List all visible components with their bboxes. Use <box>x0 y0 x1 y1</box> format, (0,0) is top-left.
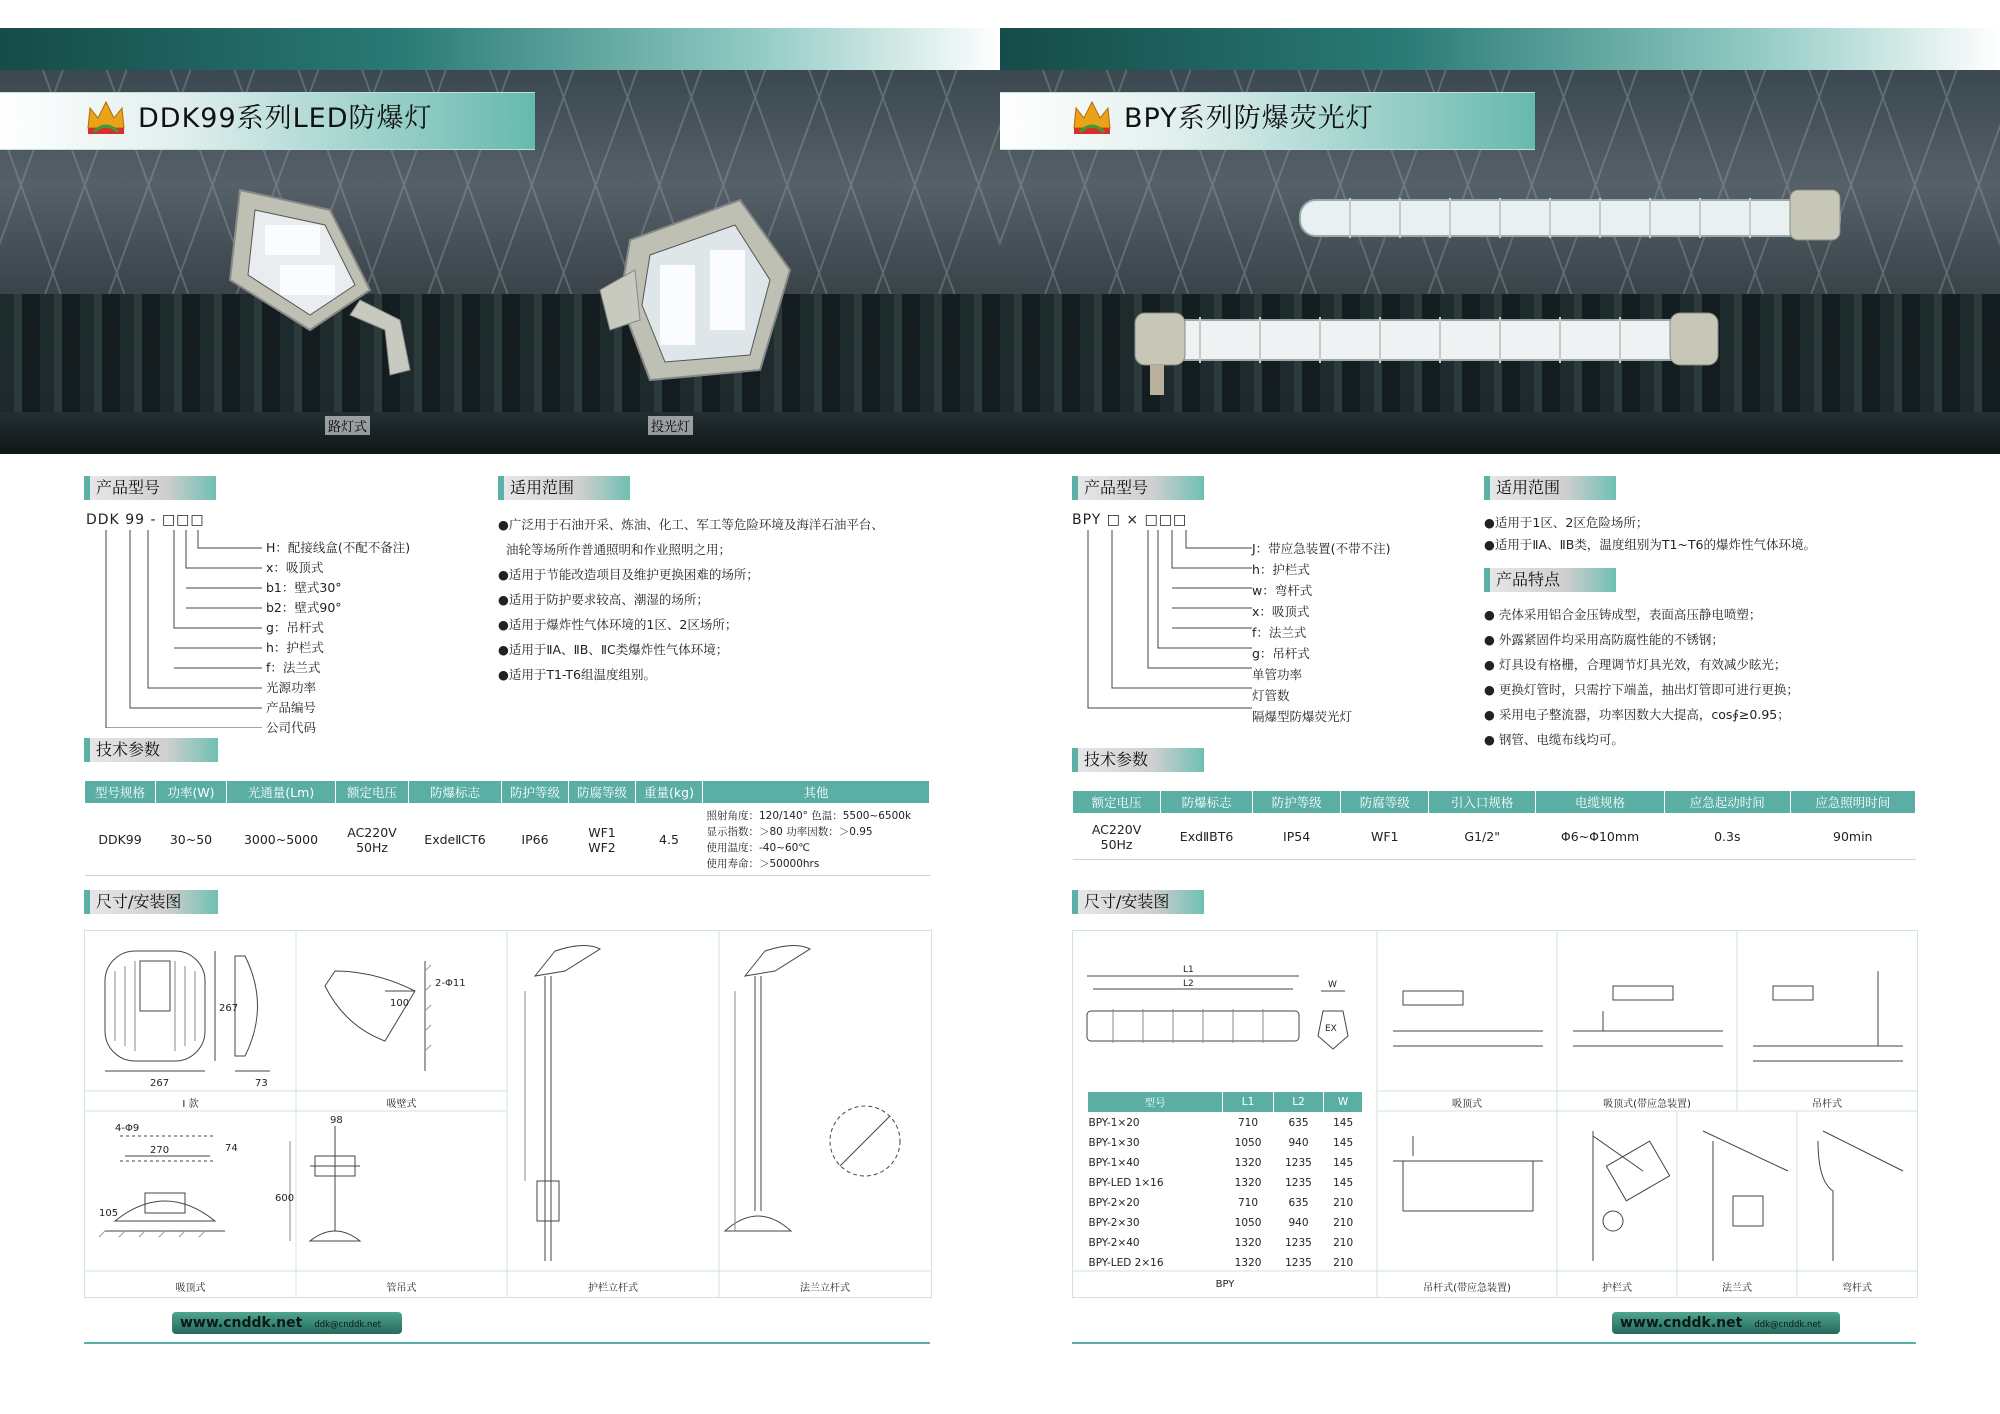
size-header: L1 <box>1223 1092 1273 1113</box>
size-cell: 210 <box>1333 1196 1354 1209</box>
table-header: 额定电压 <box>336 781 409 804</box>
dim-label: 267 <box>219 1003 239 1014</box>
right-tech-heading: 技术参数 <box>1072 748 1204 772</box>
feature-item: ● 外露紧固件均采用高防腐性能的不锈钢； <box>1484 632 1724 647</box>
right-model-heading: 产品型号 <box>1072 476 1204 500</box>
scope-item: ●适用于1区、2区危险场所； <box>1484 515 1649 530</box>
left-footer-line <box>84 1342 930 1344</box>
scope-item: ●适用于T1-T6组温度组别。 <box>498 667 656 682</box>
model-item: 单管功率 <box>1252 667 1303 682</box>
fluorescent-light-image-bottom <box>1130 305 1720 405</box>
left-website-badge[interactable] <box>172 1312 402 1334</box>
table-header: 其他 <box>703 781 930 804</box>
size-cell: 1320 <box>1234 1176 1262 1189</box>
table-cell: 90min <box>1790 814 1916 860</box>
feature-item: ● 灯具设有格栅，合理调节灯具光效，有效减少眩光； <box>1484 657 1787 672</box>
dim-label: 270 <box>150 1145 170 1156</box>
size-cell: 1320 <box>1234 1156 1262 1169</box>
table-header: 光通量(Lm) <box>227 781 336 804</box>
right-scope-list <box>1484 512 1816 556</box>
size-cell: BPY-2×40 <box>1088 1236 1140 1249</box>
dim-label: EX <box>1325 1024 1337 1034</box>
dim-caption: 吸顶式(带应急装置) <box>1603 1099 1691 1110</box>
scope-item: ●适用于节能改造项目及维护更换困难的场所； <box>498 567 759 582</box>
table-header: 额定电压 <box>1073 791 1161 814</box>
model-item: w：弯杆式 <box>1252 583 1313 598</box>
table-header: 重量(kg) <box>636 781 703 804</box>
size-cell: BPY-1×30 <box>1088 1136 1140 1149</box>
size-header: 型号 <box>1088 1092 1223 1113</box>
model-item: 公司代码 <box>266 720 317 735</box>
right-spec-table <box>1072 790 1916 860</box>
dim-label: L1 <box>1183 965 1194 975</box>
dim-label: 73 <box>255 1078 268 1089</box>
model-item: f：法兰式 <box>1252 625 1307 640</box>
right-dimension-panel <box>1072 930 1918 1298</box>
model-item: x：吸顶式 <box>266 560 324 575</box>
other-line: 照射角度：120/140° 色温：5500~6500k <box>706 809 912 822</box>
dim-label: 267 <box>150 1078 170 1089</box>
feature-item: ● 更换灯管时，只需拧下端盖，抽出灯管即可进行更换； <box>1484 682 1799 697</box>
fluorescent-light-image-top <box>1290 180 1850 260</box>
table-header: 防爆标志 <box>409 781 502 804</box>
scope-item: ●适用于ⅡA、ⅡB类，温度组别为T1~T6的爆炸性气体环境。 <box>1484 537 1816 552</box>
dim-caption: 法兰式 <box>1722 1283 1752 1294</box>
other-line: 使用寿命：＞50000hrs <box>706 857 820 870</box>
size-cell: 1235 <box>1285 1156 1312 1169</box>
table-cell: 3000~5000 <box>227 804 336 876</box>
dim-label: W <box>1328 980 1337 990</box>
right-feature-list <box>1484 602 1799 752</box>
table-cell: 4.5 <box>636 804 703 876</box>
right-scope-heading: 适用范围 <box>1484 476 1616 500</box>
right-model-items <box>1252 538 1390 727</box>
email-link[interactable]: ddk@cnddk.net <box>1754 1320 1821 1330</box>
table-cell: WF1 <box>1341 814 1429 860</box>
dim-label: 98 <box>330 1115 343 1126</box>
website-link[interactable]: www.cnddk.net <box>1620 1315 1743 1331</box>
size-cell: 1320 <box>1234 1236 1262 1249</box>
led-flood-light-image <box>590 180 810 400</box>
right-model-tree <box>1082 528 1262 728</box>
size-header: L2 <box>1273 1092 1323 1113</box>
size-cell: 940 <box>1288 1136 1309 1149</box>
caption-flood-light: 投光灯 <box>648 416 693 435</box>
model-item: J：带应急装置(不带不注) <box>1252 541 1391 556</box>
crown-logo-icon <box>84 96 128 138</box>
size-cell: 1235 <box>1285 1256 1312 1269</box>
bpy-size-table <box>1087 1091 1363 1273</box>
dim-caption: I 款 <box>182 1099 199 1110</box>
left-scope-heading: 适用范围 <box>498 476 630 500</box>
size-cell: BPY-2×20 <box>1088 1196 1140 1209</box>
table-cell: 0.3s <box>1665 814 1790 860</box>
scope-item: 油轮等场所作普通照明和作业照明之用； <box>498 542 731 557</box>
size-cell: 145 <box>1333 1136 1354 1149</box>
left-dimension-drawings <box>85 931 931 1297</box>
table-cell: WF1 WF2 <box>569 804 636 876</box>
left-tech-heading: 技术参数 <box>84 738 218 762</box>
dim-label: 100 <box>390 998 410 1009</box>
left-scope-list <box>498 512 884 687</box>
size-cell: 1050 <box>1234 1216 1262 1229</box>
dim-caption: 法兰立杆式 <box>800 1283 850 1294</box>
right-model-code: BPY □ × □□□ <box>1072 512 1188 528</box>
left-model-code: DDK 99 - □□□ <box>86 512 205 528</box>
table-cell: G1/2" <box>1429 814 1536 860</box>
table-cell: 30~50 <box>156 804 227 876</box>
scope-item: ●广泛用于石油开采、炼油、化工、军工等危险环境及海洋石油平台、 <box>498 517 884 532</box>
model-item: h：护栏式 <box>1252 562 1310 577</box>
model-item: 隔爆型防爆荧光灯 <box>1252 709 1353 724</box>
right-page-title: BPY系列防爆荧光灯 <box>1124 103 1374 134</box>
size-cell: 1050 <box>1234 1136 1262 1149</box>
size-cell: BPY-LED 1×16 <box>1088 1176 1164 1189</box>
dim-caption: BPY <box>1215 1279 1235 1290</box>
table-cell: AC220V 50Hz <box>1073 814 1161 860</box>
table-header: 功率(W) <box>156 781 227 804</box>
right-website-badge[interactable] <box>1612 1312 1840 1334</box>
size-cell: 210 <box>1333 1216 1354 1229</box>
table-cell: AC220V 50Hz <box>336 804 409 876</box>
right-dim-heading: 尺寸/安装图 <box>1072 890 1204 914</box>
crown-logo-icon <box>1070 96 1114 138</box>
dim-label: L2 <box>1183 979 1194 989</box>
feature-item: ● 钢管、电缆布线均可。 <box>1484 732 1624 747</box>
size-cell: 1235 <box>1285 1176 1312 1189</box>
model-item: h：护栏式 <box>266 640 324 655</box>
table-cell: DDK99 <box>85 804 156 876</box>
left-dim-heading: 尺寸/安装图 <box>84 890 218 914</box>
model-item: x：吸顶式 <box>1252 604 1310 619</box>
dim-caption: 护栏立杆式 <box>588 1283 638 1294</box>
size-cell: 710 <box>1238 1116 1259 1129</box>
size-cell: BPY-LED 2×16 <box>1088 1256 1164 1269</box>
size-cell: 210 <box>1333 1256 1354 1269</box>
model-item: g：吊杆式 <box>1252 646 1310 661</box>
right-feature-heading: 产品特点 <box>1484 568 1616 592</box>
website-link[interactable]: www.cnddk.net <box>180 1315 303 1331</box>
right-footer-line <box>1072 1342 1916 1344</box>
dim-label: 2-Φ11 <box>435 978 466 989</box>
size-cell: BPY-1×40 <box>1088 1156 1140 1169</box>
size-cell: 635 <box>1288 1196 1309 1209</box>
table-header: 应急照明时间 <box>1790 791 1916 814</box>
scope-item: ●适用于ⅡA、ⅡB、ⅡC类爆炸性气体环境； <box>498 642 729 657</box>
other-line: 使用温度：-40~60℃ <box>706 841 811 854</box>
model-item: f：法兰式 <box>266 660 321 675</box>
table-header: 防护等级 <box>502 781 569 804</box>
left-page-title: DDK99系列LED防爆灯 <box>138 103 433 134</box>
table-header: 防护等级 <box>1253 791 1341 814</box>
model-item: b2：壁式90° <box>266 600 342 615</box>
size-cell: 145 <box>1333 1156 1354 1169</box>
size-cell: 145 <box>1333 1176 1354 1189</box>
size-cell: 940 <box>1288 1216 1309 1229</box>
feature-item: ● 壳体采用铝合金压铸成型，表面高压静电喷塑； <box>1484 607 1762 622</box>
feature-item: ● 采用电子整流器，功率因数大大提高，cos∮≥0.95； <box>1484 707 1790 722</box>
email-link[interactable]: ddk@cnddk.net <box>314 1320 381 1330</box>
table-header: 引入口规格 <box>1429 791 1536 814</box>
size-cell: 210 <box>1333 1236 1354 1249</box>
led-street-light-image <box>210 180 450 380</box>
left-model-tree <box>100 528 270 728</box>
model-item: g：吊杆式 <box>266 620 324 635</box>
dim-caption: 管吊式 <box>386 1283 417 1294</box>
dim-label: 600 <box>275 1193 295 1204</box>
model-item: H：配接线盒(不配不备注) <box>266 540 411 555</box>
size-cell: 1320 <box>1234 1256 1262 1269</box>
other-line: 显示指数：＞80 功率因数：＞0.95 <box>706 825 873 838</box>
left-dimension-panel <box>84 930 932 1298</box>
size-header: W <box>1324 1092 1363 1113</box>
table-header: 电缆规格 <box>1536 791 1665 814</box>
table-header: 型号规格 <box>85 781 156 804</box>
model-item: b1：壁式30° <box>266 580 342 595</box>
caption-street-light: 路灯式 <box>325 416 370 435</box>
dim-caption: 吊杆式 <box>1812 1099 1842 1110</box>
dim-label: 4-Φ9 <box>115 1123 140 1134</box>
right-top-bar <box>1000 28 2000 70</box>
dim-label: 105 <box>99 1208 119 1219</box>
left-model-items <box>266 538 410 738</box>
table-cell: ExdⅡBT6 <box>1161 814 1253 860</box>
size-cell: BPY-2×30 <box>1088 1216 1140 1229</box>
table-header: 防爆标志 <box>1161 791 1253 814</box>
left-spec-table <box>84 780 930 876</box>
table-cell: IP54 <box>1253 814 1341 860</box>
dim-caption: 吸壁式 <box>386 1099 417 1110</box>
size-cell: 1235 <box>1285 1236 1312 1249</box>
dim-caption: 吸顶式 <box>175 1283 206 1294</box>
size-cell: 710 <box>1238 1196 1259 1209</box>
dim-caption: 吸顶式 <box>1452 1099 1482 1110</box>
scope-item: ●适用于防护要求较高、潮湿的场所； <box>498 592 709 607</box>
model-item: 灯管数 <box>1252 688 1290 703</box>
size-cell: BPY-1×20 <box>1088 1116 1140 1129</box>
left-model-heading: 产品型号 <box>84 476 216 500</box>
scope-item: ●适用于爆炸性气体环境的1区、2区场所； <box>498 617 738 632</box>
dim-label: 74 <box>225 1143 238 1154</box>
left-top-bar <box>0 28 1000 70</box>
table-header: 防腐等级 <box>1341 791 1429 814</box>
table-cell: Φ6~Φ10mm <box>1536 814 1665 860</box>
dim-caption: 吊杆式(带应急装置) <box>1423 1283 1511 1294</box>
dim-caption: 护栏式 <box>1602 1283 1632 1294</box>
model-item: 产品编号 <box>266 700 317 715</box>
table-header: 防腐等级 <box>569 781 636 804</box>
table-cell-other <box>703 804 930 876</box>
dim-caption: 弯杆式 <box>1842 1283 1872 1294</box>
size-cell: 145 <box>1333 1116 1354 1129</box>
model-item: 光源功率 <box>266 680 317 695</box>
size-cell: 635 <box>1288 1116 1309 1129</box>
table-cell: ExdeⅡCT6 <box>409 804 502 876</box>
table-header: 应急起动时间 <box>1665 791 1790 814</box>
table-cell: IP66 <box>502 804 569 876</box>
